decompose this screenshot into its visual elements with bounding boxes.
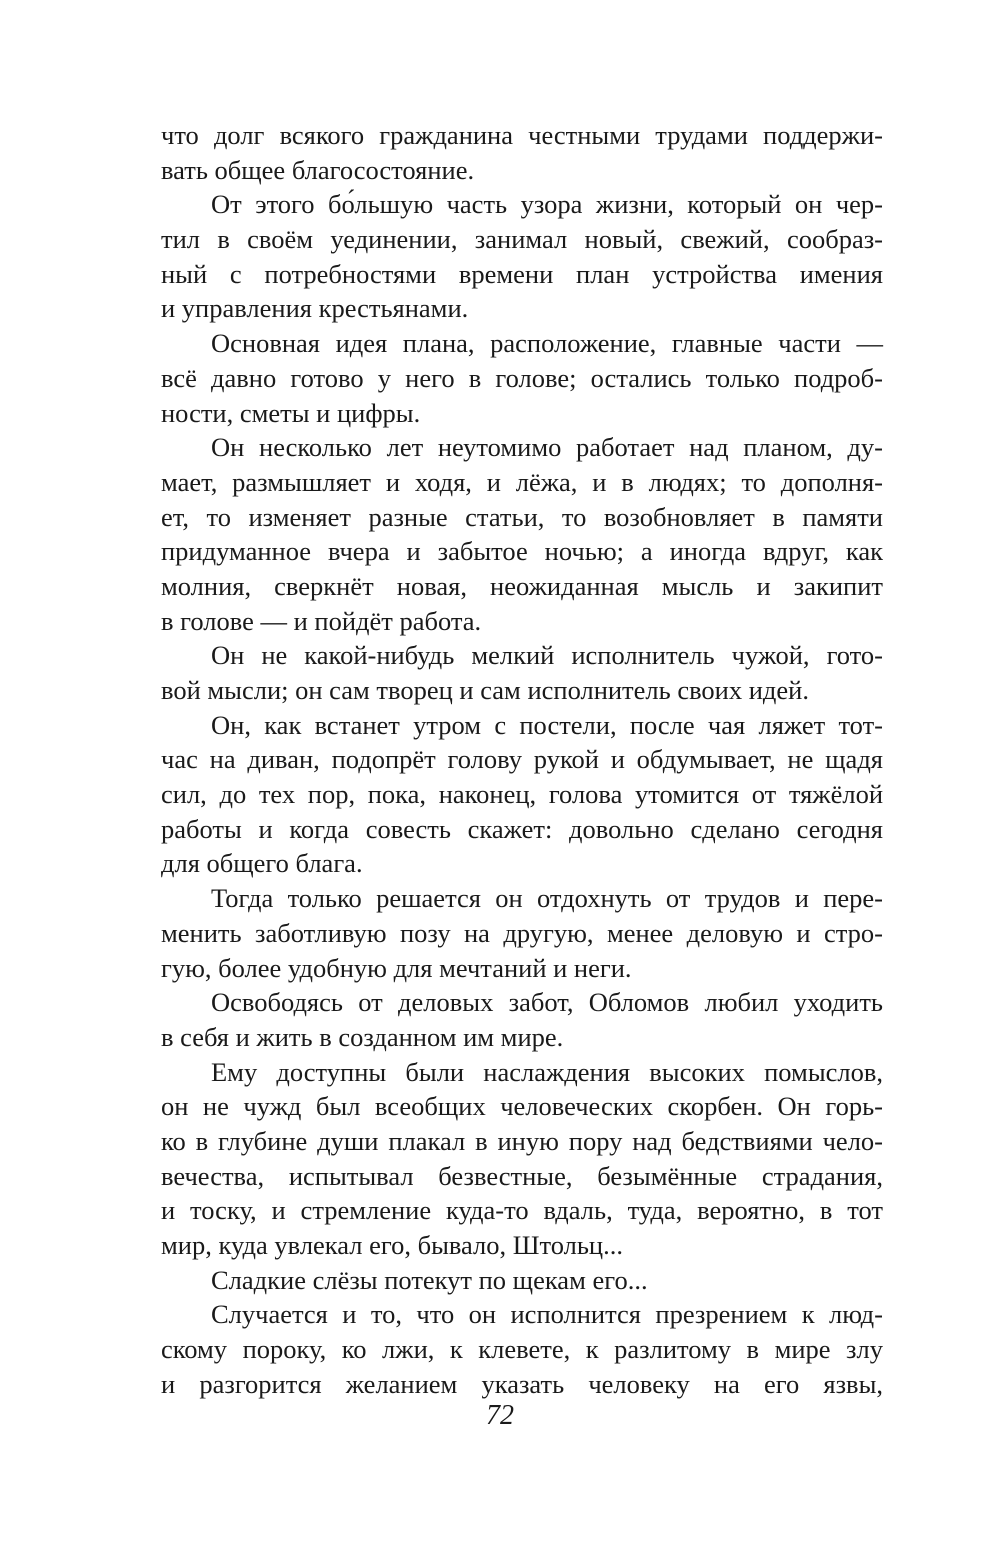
text-line: молния, сверкнёт новая, неожиданная мысль и закипит	[161, 570, 883, 601]
text-line: час на диван, подопрёт голову рукой и обдумывает, не щадя	[161, 744, 883, 775]
text-line: он не чужд был всеобщих человеческих скорбен. Он горь-	[161, 1091, 883, 1122]
text-line: вечества, испытывал безвестные, безымённые страдания,	[161, 1160, 883, 1191]
text-line: От этого бо́льшую часть узора жизни, который он чер-	[211, 189, 883, 220]
text-line: мает, размышляет и ходя, и лёжа, и в людях; то дополня-	[161, 466, 883, 497]
text-line: ный с потребностями времени план устройства имения	[161, 258, 883, 289]
text-line: Он несколько лет неутомимо работает над планом, ду-	[211, 432, 883, 463]
page-number: 72	[486, 1400, 514, 1431]
text-line: Сладкие слёзы потекут по щекам его...	[211, 1264, 648, 1295]
text-line: и тоску, и стремление куда-то вдаль, туда, вероятно, в тот	[161, 1195, 883, 1226]
text-line: Тогда только решается он отдохнуть от трудов и пере-	[211, 883, 883, 914]
text-line: в голове — и пойдёт работа.	[161, 605, 482, 636]
text-line: Он не какой-нибудь мелкий исполнитель чужой, гото-	[211, 640, 883, 671]
text-line: гую, более удобную для мечтаний и неги.	[161, 952, 632, 983]
text-line: придуманное вчера и забытое ночью; а иногда вдруг, как	[161, 536, 883, 567]
text-line: менить заботливую позу на другую, менее деловую и стро-	[161, 917, 883, 948]
text-line: ет, то изменяет разные статьи, то возобновляет в памяти	[161, 501, 883, 532]
text-line: Освободясь от деловых забот, Обломов любил уходить	[211, 987, 883, 1018]
text-line: сил, до тех пор, пока, наконец, голова утомится от тяжёлой	[161, 779, 883, 810]
text-line: что долг всякого гражданина честными трудами поддержи-	[161, 120, 883, 150]
text-line: и управления крестьянами.	[161, 293, 469, 324]
text-line: работы и когда совесть скажет: довольно сделано сегодня	[161, 813, 883, 844]
text-line: Он, как встанет утром с постели, после чая ляжет тот-	[211, 709, 883, 740]
text-line: всё давно готово у него в голове; остались только подроб-	[161, 362, 883, 393]
text-line: скому пороку, ко лжи, к клевете, к разлитому в мире злу	[161, 1334, 883, 1365]
text-line: и разгорится желанием указать человеку на его язвы,	[161, 1368, 883, 1399]
text-line: для общего блага.	[161, 848, 363, 879]
text-line: Ему доступны были наслаждения высоких помыслов,	[211, 1056, 883, 1087]
text-line: ности, сметы и цифры.	[161, 397, 421, 428]
text-line: тил в своём уединении, занимал новый, свежий, сообраз-	[161, 224, 883, 255]
text-line: в себя и жить в созданном им мире.	[161, 1021, 564, 1052]
body-text	[161, 118, 883, 1401]
text-line: Случается и то, что он исполнится презрением к люд-	[211, 1299, 883, 1330]
text-line: Основная идея плана, расположение, главные части —	[211, 328, 883, 359]
text-line: вать общее благосостояние.	[161, 154, 475, 185]
text-line: ко в глубине души плакал в иную пору над бедствиями чело-	[161, 1125, 883, 1156]
text-line: вой мысли; он сам творец и сам исполнитель своих идей.	[161, 675, 809, 705]
text-line: мир, куда увлекал его, бывало, Штольц...	[161, 1230, 623, 1260]
